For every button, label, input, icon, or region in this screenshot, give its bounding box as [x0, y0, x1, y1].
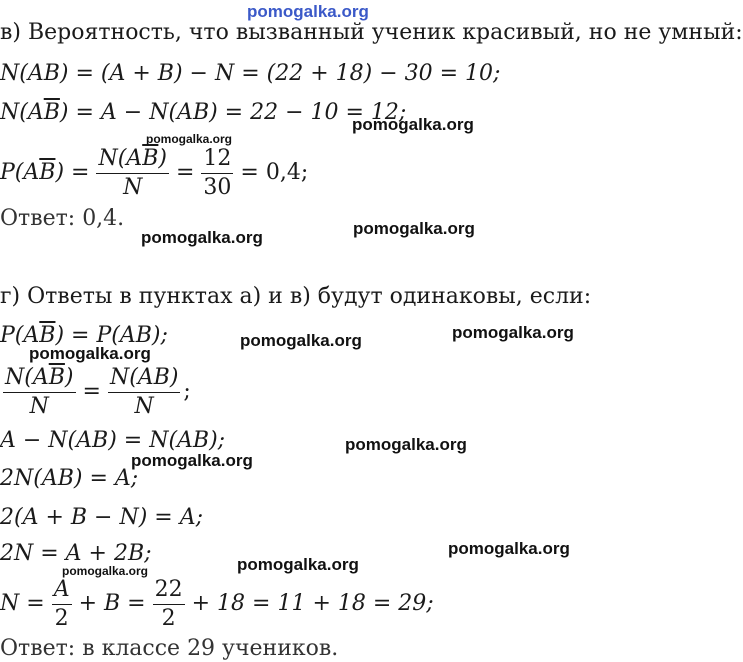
frac-num: N(A [98, 145, 143, 171]
frac-den: 2 [161, 605, 176, 631]
watermark: pomogalka.org [448, 539, 570, 558]
eq-part: N = [0, 591, 45, 616]
part-v-equation-3 [0, 145, 308, 201]
frac-den: 2 [54, 605, 69, 631]
part-v-heading: в) Вероятность, что вызванный ученик красивый, но не умный: [0, 20, 743, 45]
fraction [153, 578, 185, 631]
eq-part: + B = [78, 591, 146, 616]
watermark: pomogalka.org [240, 331, 362, 350]
eq-part: = [175, 160, 195, 185]
frac-num: N(AB) [108, 366, 180, 393]
frac-den: N [29, 393, 49, 419]
fraction [96, 147, 169, 200]
part-v-equation-2 [0, 100, 406, 126]
part-g-equation-3: A − N(AB) = N(AB); [0, 428, 226, 453]
watermark: pomogalka.org [146, 132, 233, 146]
eq-part: ) = P(AB); [55, 323, 168, 348]
overlined-b: $\overline{B}$ [48, 364, 65, 390]
watermark: pomogalka.org [352, 115, 474, 134]
part-v-equation-1: N(AB) = (A + B) − N = (22 + 18) − 30 = 10; [0, 61, 501, 86]
watermark: pomogalka.org [131, 451, 253, 470]
eq-part: N(A [0, 100, 44, 125]
eq-part: ) = A − N(AB) = 22 − 10 = 12; [59, 100, 407, 125]
frac-num: 12 [201, 147, 233, 174]
overlined-b: $\overline{B}$ [43, 100, 60, 125]
overlined-b: $\overline{B}$ [142, 145, 159, 171]
watermark: pomogalka.org [237, 555, 359, 574]
watermark: pomogalka.org [345, 435, 467, 454]
watermark: pomogalka.org [353, 219, 475, 238]
watermark: pomogalka.org [452, 323, 574, 342]
frac-num: ) [64, 364, 74, 390]
part-g-equation-4: 2N(AB) = A; [0, 466, 139, 491]
part-g-heading: г) Ответы в пунктах а) и в) будут одинаковы, если: [0, 284, 592, 309]
part-g-answer: Ответ: в классе 29 учеников. [0, 636, 339, 661]
watermark-top: pomogalka.org [247, 2, 369, 21]
frac-den: N [123, 174, 143, 200]
part-v-answer: Ответ: 0,4. [0, 206, 125, 231]
frac-num: 22 [153, 578, 185, 605]
eq-part: = [82, 379, 101, 404]
eq-part: P(A [0, 160, 40, 185]
overlined-b: $\overline{B}$ [39, 160, 56, 185]
fraction [201, 147, 233, 200]
frac-den: 30 [203, 174, 232, 200]
part-g-equation-6: 2N = A + 2B; [0, 541, 152, 566]
part-g-equation-2 [0, 364, 191, 420]
eq-part: + 18 = 11 + 18 = 29; [191, 591, 434, 616]
part-g-equation-5: 2(A + B − N) = A; [0, 505, 204, 530]
frac-num: A [52, 578, 72, 605]
eq-part: = 0,4; [240, 160, 309, 185]
watermark: pomogalka.org [29, 344, 151, 363]
fraction [3, 366, 76, 419]
frac-num: ) [158, 145, 167, 171]
fraction [52, 578, 72, 631]
overlined-b: $\overline{B}$ [39, 323, 56, 348]
eq-part: ; [183, 379, 191, 404]
watermark: pomogalka.org [62, 564, 149, 578]
watermark: pomogalka.org [141, 228, 263, 247]
eq-part: ) = [55, 160, 90, 185]
frac-den: N [134, 393, 154, 419]
eq-part: P(A [0, 323, 40, 348]
fraction [108, 366, 180, 419]
frac-num: N(A [5, 364, 49, 390]
part-g-equation-7 [0, 576, 434, 632]
